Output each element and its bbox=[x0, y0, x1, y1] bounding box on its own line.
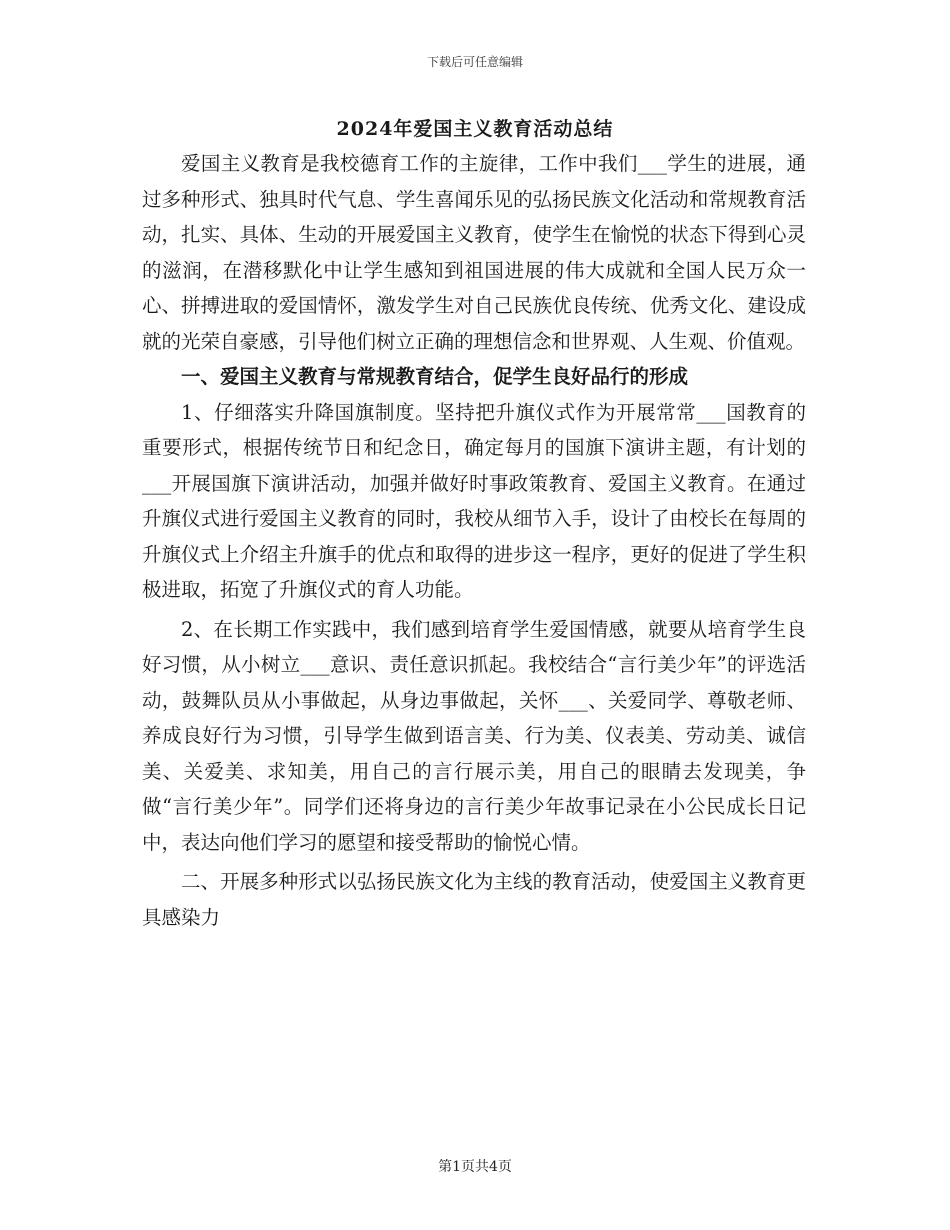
header-note: 下载后可任意编辑 bbox=[426, 55, 523, 69]
document-body bbox=[142, 146, 806, 935]
item-paragraph-one: 1、仔细落实升降国旗制度。坚持把升旗仪式作为开展常常___国教育的重要形式，根据传统节日和纪念日，确定每月的国旗下演讲主题，有计划的___开展国旗下演讲活动，加强并做好时事政策教育、爱国主义教育。在通过升旗仪式进行爱国主义教育的同时，我校从细节入手，设计了由校长在每周的升旗仪式上介绍主升旗手的优点和取得的进步这一程序，更好的促进了学生积极进取，拓宽了升旗仪式的育人功能。 bbox=[142, 400, 806, 601]
document-title: 2024年爱国主义教育活动总结 bbox=[336, 118, 614, 140]
section-heading-two: 二、开展多种形式以弘扬民族文化为主线的教育活动，使爱国主义教育更具感染力 bbox=[142, 870, 806, 929]
item-paragraph-two: 2、在长期工作实践中，我们感到培育学生爱国情感，就要从培育学生良好习惯，从小树立___意识、责任意识抓起。我校结合“言行美少年”的评选活动，鼓舞队员从小事做起，从身边事做起，关怀___、关爱同学、尊敬老师、养成良好行为习惯，引导学生做到语言美、行为美、仪表美、劳动美、诚信美、关爱美、求知美，用自己的言行展示美，用自己的眼睛去发现美，争做“言行美少年”。同学们还将身边的言行美少年故事记录在小公民成长日记中，表达向他们学习的愿望和接受帮助的愉悦心情。 bbox=[142, 617, 806, 854]
intro-paragraph: 爱国主义教育是我校德育工作的主旋律，工作中我们___学生的进展，通过多种形式、独具时代气息、学生喜闻乐见的弘扬民族文化活动和常规教育活动，扎实、具体、生动的开展爱国主义教育，使学生在愉悦的状态下得到心灵的滋润，在潜移默化中让学生感知到祖国进展的伟大成就和全国人民万众一心、拼搏进取的爱国情怀，激发学生对自己民族优良传统、优秀文化、建设成就的光荣自豪感，引导他们树立正确的理想信念和世界观、人生观、价值观。 bbox=[142, 152, 806, 353]
page-number: 第1页共4页 bbox=[438, 1159, 512, 1175]
section-heading-one: 一、爱国主义教育与常规教育结合，促学生良好品行的形成 bbox=[181, 365, 689, 388]
